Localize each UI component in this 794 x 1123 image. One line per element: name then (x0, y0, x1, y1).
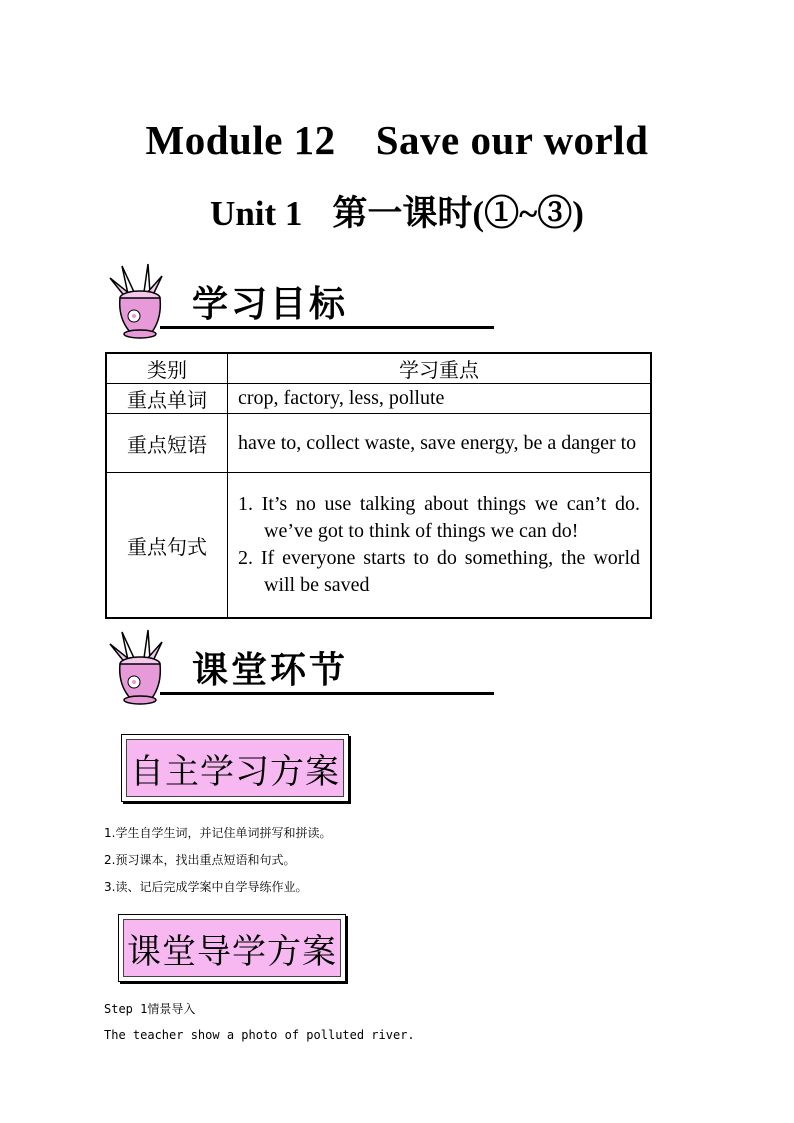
lesson-label: 第一课时(①~③) (332, 194, 584, 233)
self-study-item: 1.学生自学生词，并记住单词拼写和拼读。 (104, 826, 332, 840)
row-content: crop, factory, less, pollute (228, 384, 652, 414)
header-focus: 学习重点 (228, 353, 652, 384)
section-title-goals: 学习目标 (192, 284, 349, 325)
section-header-goals (100, 262, 400, 342)
module-number: Module 12 (145, 117, 336, 163)
self-study-item: 3.读、记后完成学案中自学导练作业。 (104, 880, 308, 894)
module-name: Save our world (375, 117, 649, 163)
pen-holder-icon (100, 628, 180, 708)
class-study-label: 课堂导学方案 (123, 919, 341, 977)
table-row (106, 384, 651, 414)
goals-table (105, 352, 652, 619)
self-study-box (121, 734, 349, 802)
row-category: 重点单词 (106, 384, 228, 414)
pen-holder-icon (100, 262, 180, 342)
unit-number: Unit 1 (210, 194, 303, 233)
section-title-classroom: 课堂环节 (192, 650, 349, 691)
row-content: have to, collect waste, save energy, be a danger to (228, 414, 652, 473)
class-study-box (118, 914, 346, 982)
self-study-label: 自主学习方案 (126, 739, 344, 797)
section-header-classroom (100, 628, 400, 708)
row-category: 重点句式 (106, 473, 228, 619)
module-title (0, 116, 794, 164)
key-sentence: 2. If everyone starts to do something, the world will be saved (238, 547, 640, 596)
row-category: 重点短语 (106, 414, 228, 473)
unit-title (0, 186, 794, 236)
row-content (228, 473, 652, 619)
table-row (106, 414, 651, 473)
step-text: The teacher show a photo of polluted river. (104, 1028, 415, 1042)
self-study-item: 2.预习课本，找出重点短语和句式。 (104, 853, 296, 867)
step-label: Step 1情景导入 (104, 1002, 196, 1016)
table-header-row (106, 353, 651, 384)
table-row (106, 473, 651, 619)
header-category: 类别 (106, 353, 228, 384)
section-underline (160, 326, 494, 329)
key-sentence: 1. It’s no use talking about things we can’t do. we’ve got to think of things we can do! (238, 493, 640, 542)
section-underline (160, 692, 494, 695)
